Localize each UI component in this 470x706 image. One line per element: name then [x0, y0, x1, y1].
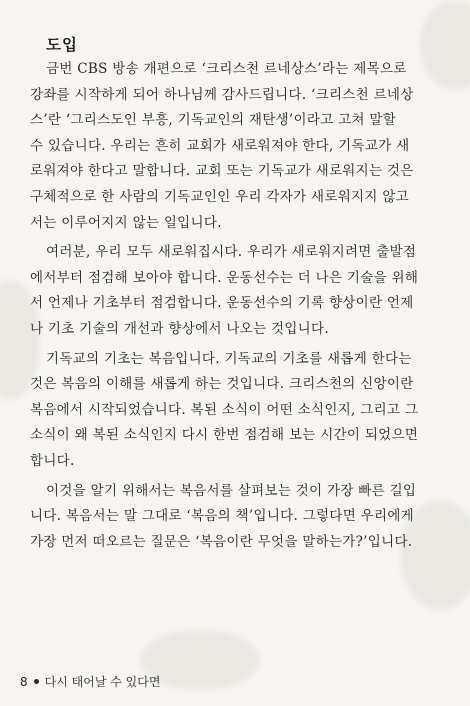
- text-line: 이것을 알기 위해서는 복음서를 살펴보는 것이 가장 빠른 길입: [46, 482, 417, 499]
- text-line: 강좌를 시작하게 되어 하나님께 감사드립니다. ‘크리스천 르네상: [30, 86, 414, 103]
- text-line: 서는 이루어지지 않는 일입니다.: [30, 214, 222, 231]
- running-title: 다시 태어날 수 있다면: [44, 675, 161, 689]
- text-line: 서 언제나 기초부터 점검합니다. 운동선수의 기록 향상이란 언제: [30, 295, 414, 312]
- text-line: 스’란 ‘그리스도인 부흥, 기독교인의 재탄생’이라고 고쳐 말할: [30, 112, 397, 129]
- text-line: 에서부터 점검해 보아야 합니다. 운동선수는 더 나은 기술을 위해: [30, 269, 419, 286]
- text-line: 구체적으로 한 사람의 기독교인인 우리 각자가 새로워지지 않고: [30, 188, 410, 205]
- text-line: 복음에서 시작되었습니다. 복된 소식이 어떤 소식인지, 그리고 그: [30, 401, 419, 418]
- text-line: 합니다.: [30, 452, 75, 469]
- section-heading: 도입: [46, 36, 78, 54]
- bullet-icon: [34, 679, 39, 684]
- text-line: 소식이 왜 복된 소식인지 다시 한번 점검해 보는 시간이 되었으면: [30, 427, 419, 444]
- text-line: 것은 복음의 이해를 새롭게 하는 것입니다. 크리스천의 신앙이란: [30, 376, 414, 393]
- text-line: 수 있습니다. 우리는 흔히 교회가 새로워져야 한다, 기독교가 새: [30, 137, 410, 154]
- text-line: 나 기초 기술의 개선과 향상에서 나오는 것입니다.: [30, 320, 329, 337]
- text-line: 가장 먼저 떠오르는 질문은 ‘복음이란 무엇을 말하는가?’입니다.: [30, 533, 413, 550]
- text-line: 여러분, 우리 모두 새로워집시다. 우리가 새로워지려면 출발점: [46, 244, 417, 261]
- page-footer: [20, 673, 160, 690]
- text-line: 니다. 복음서는 말 그대로 ‘복음의 책’입니다. 그렇다면 우리에게: [30, 508, 415, 525]
- text-line: 기독교의 기초는 복음입니다. 기독교의 기초를 새롭게 한다는: [46, 350, 412, 367]
- text-line: 로워져야 한다고 말합니다. 교회 또는 기독교가 새로워지는 것은: [30, 163, 414, 180]
- body-text: [30, 57, 448, 555]
- page-number: 8: [20, 674, 28, 689]
- text-line: 금번 CBS 방송 개편으로 ‘크리스천 르네상스’라는 제목으로: [46, 61, 407, 77]
